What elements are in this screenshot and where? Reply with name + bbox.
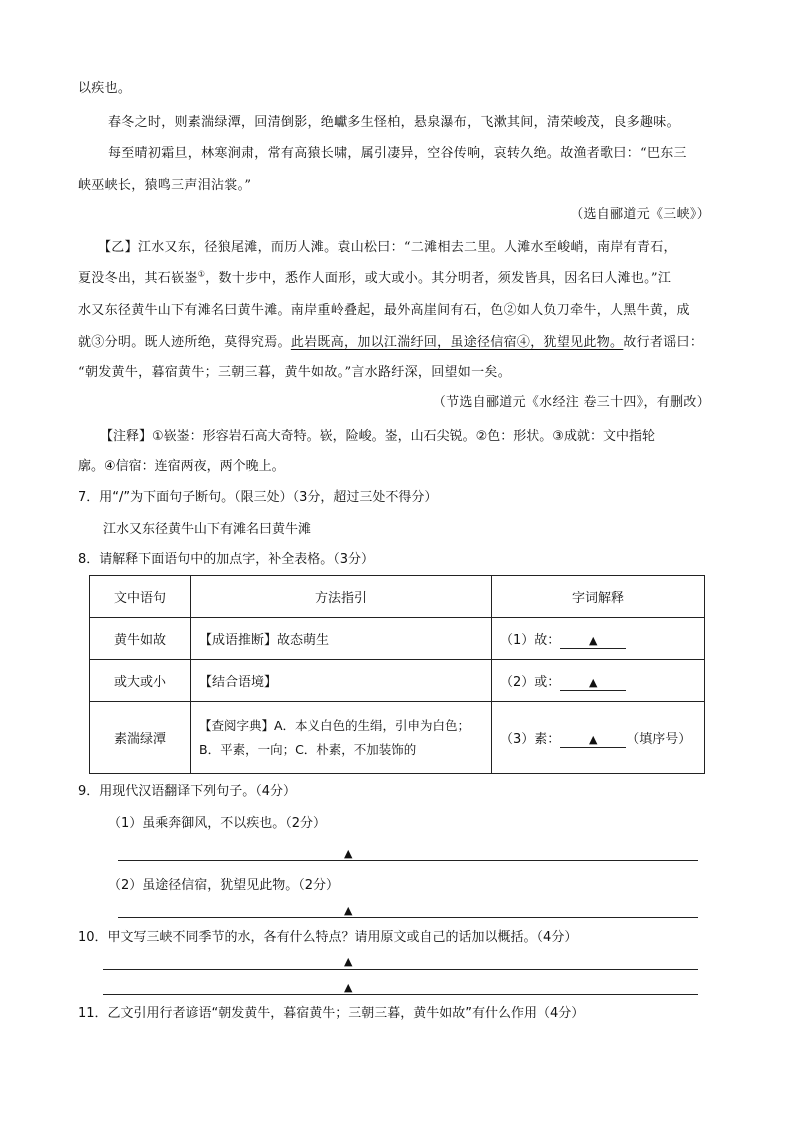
passage-b-line-2 [78,270,671,288]
passage-b-source: （节选自郦道元《水经注 卷三十四》，有删改） [432,395,710,410]
row3-answer-cell [492,702,705,774]
q9-answer-line-2[interactable] [118,917,698,918]
passage-b-line-3: 水又东径黄牛山下有滩名曰黄牛滩。南岸重岭叠起，最外高崖间有石，色②如人负刀牵牛，人黑牛黄，成 [78,303,690,318]
triangle-marker-icon: ▲ [589,633,598,647]
passage-b-line-2a: 夏没冬出，其石嵚崟 [78,271,198,286]
row2-method: 【结合语境】 [191,660,492,702]
underlined-sentence: 此岩既高，加以江湍纡回，虽途径信宿④，犹望见此物。 [290,335,624,350]
triangle-marker-icon: ▲ [344,847,353,860]
passage-a-line-2: 春冬之时，则素湍绿潭，回清倒影，绝巘多生怪柏，悬泉瀑布，飞漱其间，清荣峻茂，良多趣味。 [108,115,680,130]
q8-table [89,575,705,774]
row3-method [191,702,492,774]
passage-a-line-1: 以疾也。 [78,81,132,96]
row1-method: 【成语推断】故态萌生 [191,618,492,660]
row2-answer-cell [492,660,705,702]
row3-answer-suffix: （填序号） [626,731,692,747]
row2-answer-label: （2）或： [500,674,561,690]
q7-stem: 7．用“/”为下面句子断句。（限三处）（3分，超过三处不得分） [78,490,438,505]
row1-phrase: 黄牛如故 [90,618,191,660]
passage-a-line-3: 每至晴初霜旦，林寒涧肃，常有高猿长啸，属引凄异，空谷传响，哀转久绝。故渔者歌曰：“巴东三 [108,146,687,161]
notes-line-1: 【注释】①嵚崟：形容岩石高大奇特。嵚，险峻。崟，山石尖锐。②色：形状。③成就：文中指轮 [100,429,655,444]
triangle-marker-icon: ▲ [344,981,353,994]
row2-answer-blank[interactable] [560,675,626,691]
passage-b-line-5: “朝发黄牛，暮宿黄牛；三朝三暮，黄牛如故。”言水路纡深，回望如一矣。 [78,365,511,380]
q9-sentence-2: （2）虽途径信宿，犹望见此物。（2分） [108,878,340,893]
header-phrase: 文中语句 [90,576,191,618]
q7-sentence: 江水又东径黄牛山下有滩名曰黄牛滩 [103,522,312,537]
q9-sentence-1: （1）虽乘奔御风，不以疾也。（2分） [108,816,327,831]
q10-answer-line-1[interactable] [103,969,698,970]
row2-phrase: 或大或小 [90,660,191,702]
triangle-marker-icon: ▲ [344,955,353,968]
row3-answer-label: （3）素： [500,731,561,747]
header-method: 方法指引 [191,576,492,618]
row3-phrase: 素湍绿潭 [90,702,191,774]
row3-answer-blank[interactable] [560,732,626,748]
passage-b-line-4c: 故行者谣曰： [623,335,704,350]
table-header-row [90,576,705,618]
table-row [90,618,705,660]
q9-answer-line-1[interactable] [118,860,698,861]
row3-method-line-2: B．平素，一向；C．朴素，不加装饰的 [199,741,417,757]
triangle-marker-icon: ▲ [344,904,353,917]
passage-b-line-4 [78,334,703,352]
row1-answer-cell [492,618,705,660]
passage-a-line-4: 峡巫峡长，猿鸣三声泪沾裳。” [78,178,252,193]
row1-answer-label: （1）故： [500,632,561,648]
table-row [90,660,705,702]
q8-stem: 8．请解释下面语句中的加点字，补全表格。（3分） [78,552,375,567]
row1-answer-blank[interactable] [560,633,626,649]
q9-stem: 9．用现代汉语翻译下列句子。（4分） [78,784,297,799]
passage-b-line-2b: ，数十步中，悉作人面形，或大或小。其分明者，须发皆具，因名曰人滩也。”江 [205,271,672,286]
note-ref-1: ① [197,269,206,279]
triangle-marker-icon: ▲ [589,675,598,689]
header-answer: 字词解释 [492,576,705,618]
passage-b-line-4a: 就③分明。既人迹所绝，莫得究焉。 [78,335,291,350]
q10-stem: 10．甲文写三峡不同季节的水，各有什么特点？请用原文或自己的话加以概括。（4分） [78,930,578,945]
table-row [90,702,705,774]
passage-a-source: （选自郦道元《三峡》） [570,207,710,222]
notes-line-2: 廓。④信宿：连宿两夜，两个晚上。 [78,459,285,474]
passage-b-line-1: 【乙】江水又东，径狼尾滩，而历人滩。袁山松曰：“二滩相去二里。人滩水至峻峭，南岸有青石， [98,240,677,255]
q10-answer-line-2[interactable] [103,994,698,995]
q11-stem: 11．乙文引用行者谚语“朝发黄牛，暮宿黄牛；三朝三暮，黄牛如故”有什么作用（4分） [78,1006,585,1021]
triangle-marker-icon: ▲ [589,732,598,746]
row3-method-line-1: 【查阅字典】A．本义白色的生绢，引申为白色； [199,717,471,733]
